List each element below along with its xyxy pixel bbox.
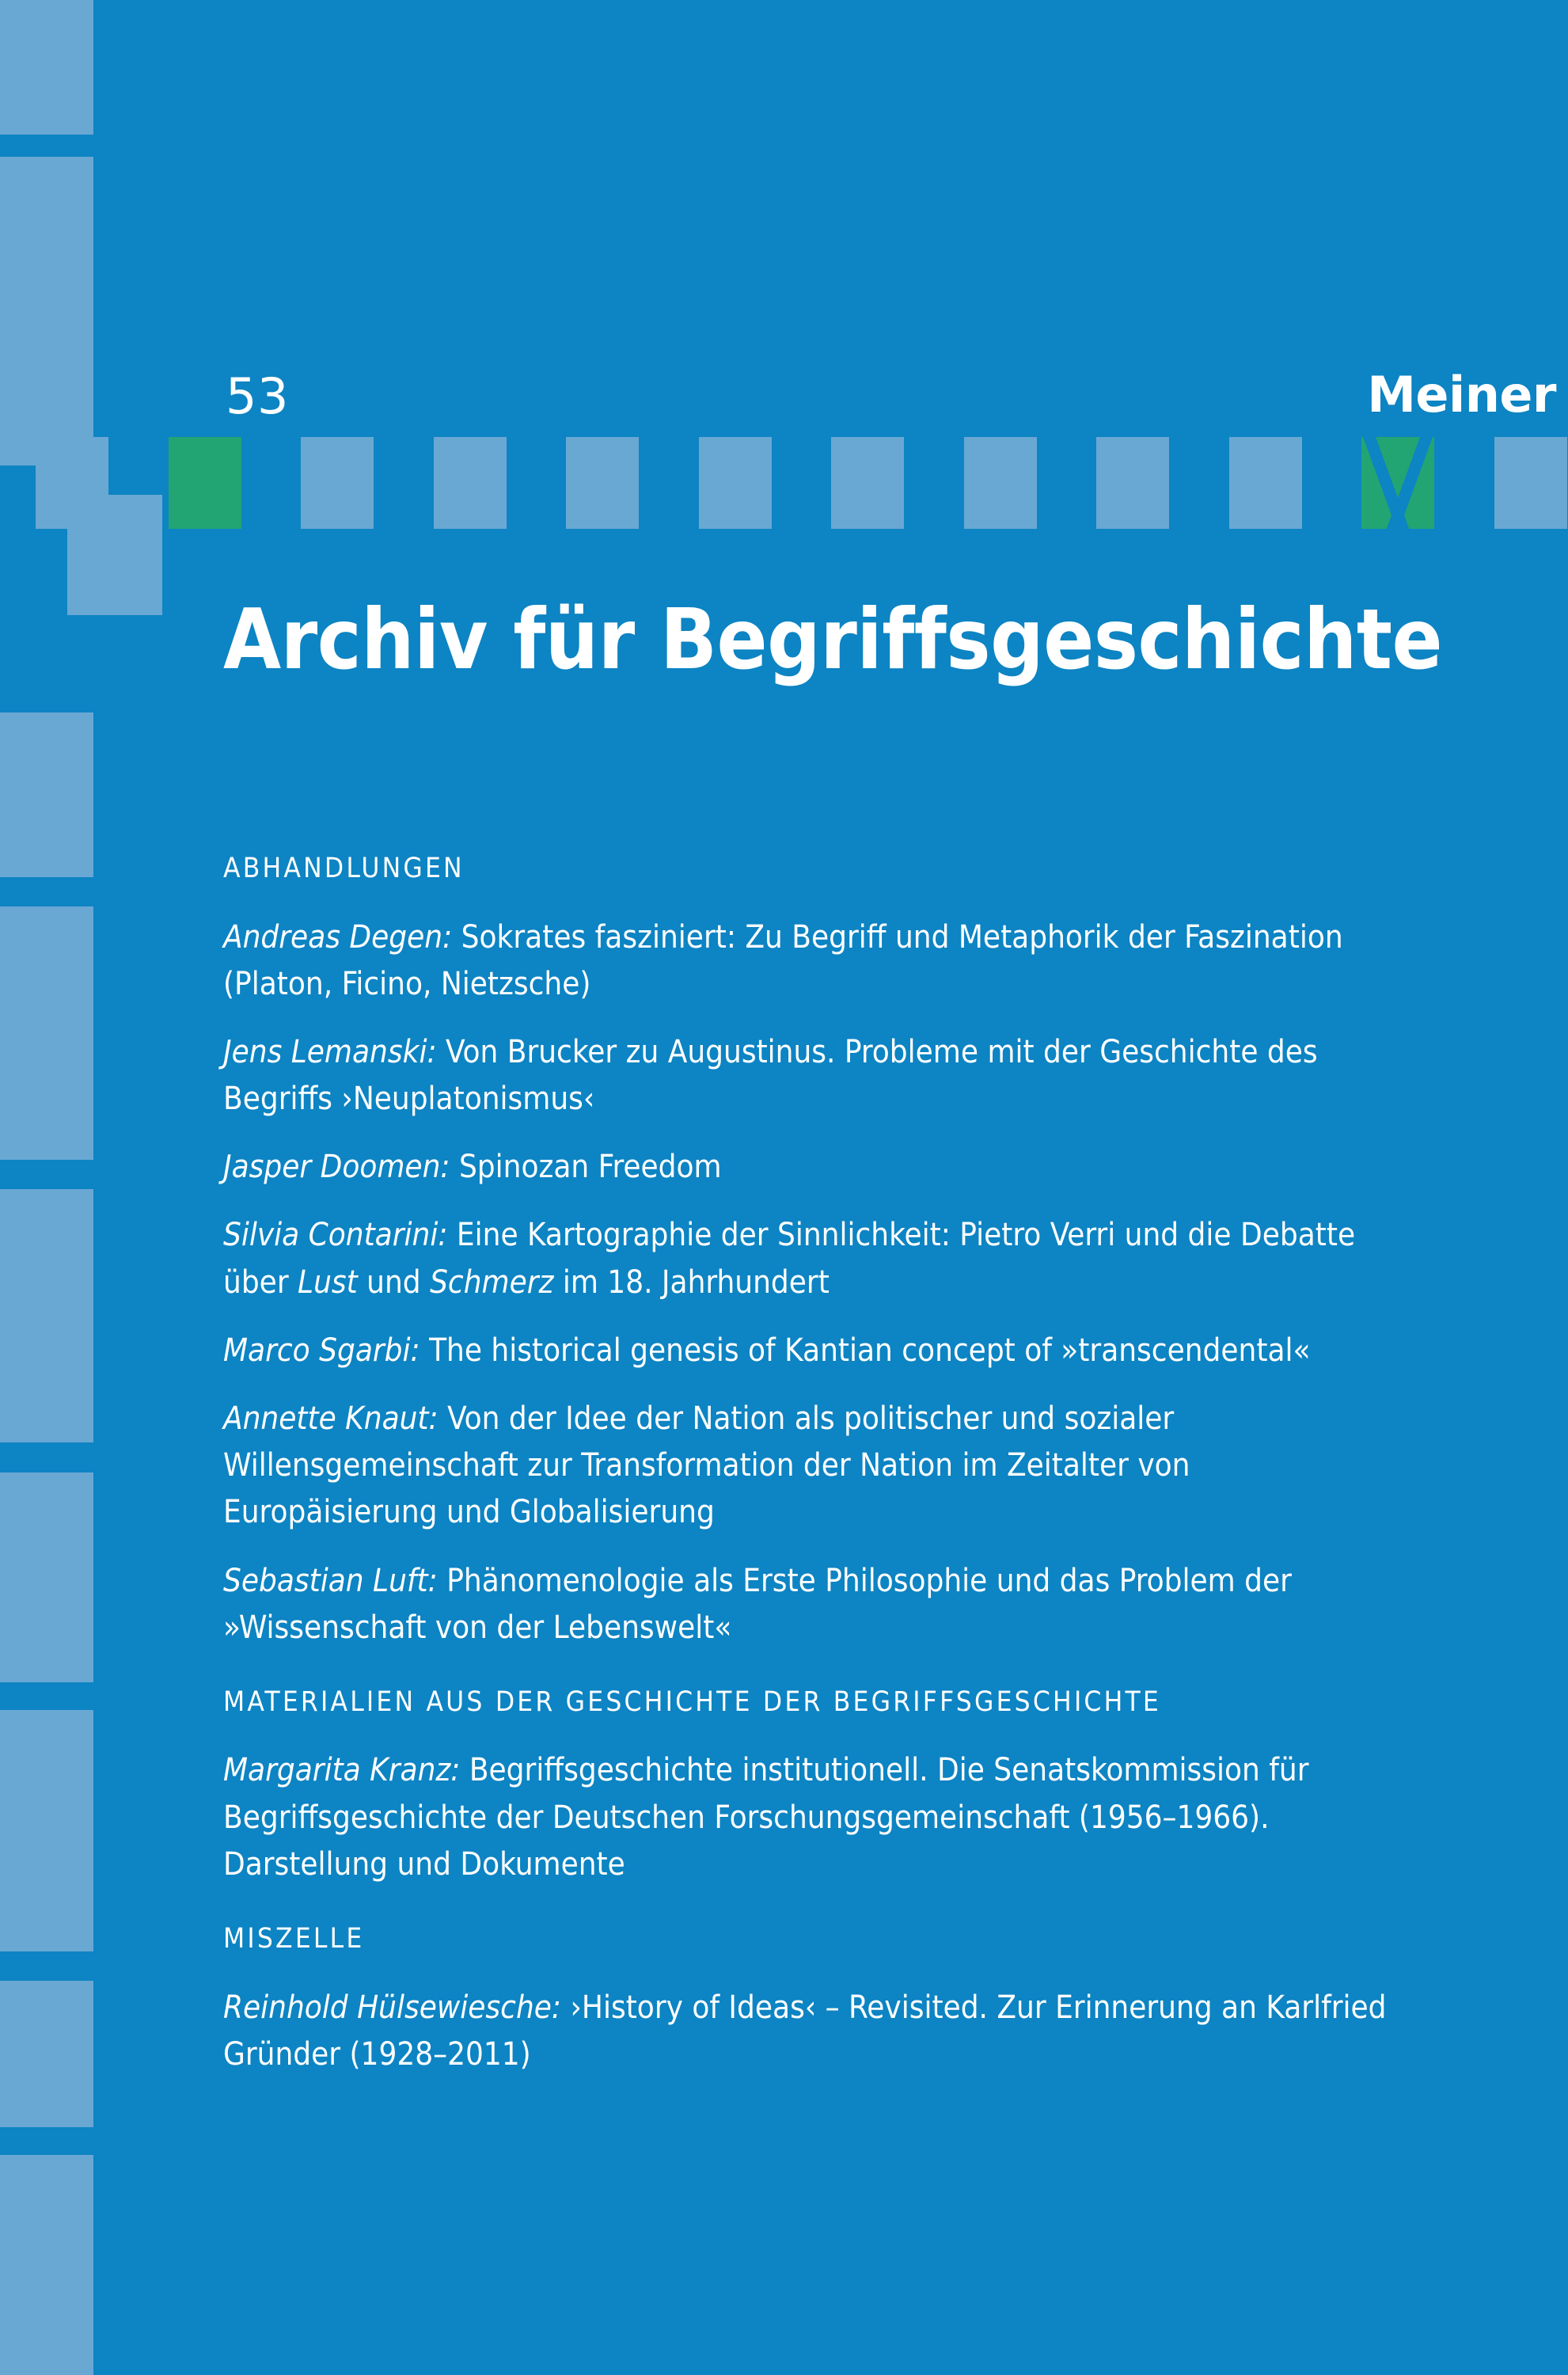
toc-entry[interactable] <box>223 1144 1403 1191</box>
toc-section-heading: MATERIALIEN AUS DER GESCHICHTE DER BEGRIFFSGESCHICHTE <box>223 1685 1162 1718</box>
toc-entry[interactable] <box>223 1747 1403 1888</box>
toc-entry-author: Andreas Degen: <box>223 918 453 956</box>
toc-section <box>223 1685 1403 1888</box>
toc-entry-author: Sebastian Luft: <box>223 1562 438 1599</box>
toc-entry-title: Sokrates fasziniert: Zu Begriff und Metaphorik der Faszination (Platon, Ficino, Nietzsche) <box>223 918 1343 1002</box>
toc-entry-emphasis: Schmerz <box>430 1264 554 1301</box>
square-lightblue <box>1494 437 1567 529</box>
toc-entry[interactable] <box>223 1212 1403 1305</box>
square-lightblue <box>699 437 772 529</box>
toc-entry[interactable] <box>223 1396 1403 1537</box>
toc-entry[interactable] <box>223 1985 1403 2078</box>
toc-entry-title: ›History of Ideas‹ – Revisited. Zur Erinnerung an Karlfried Gründer (1928–2011) <box>223 1989 1387 2073</box>
toc-entry[interactable] <box>223 914 1403 1008</box>
toc-entry-author: Margarita Kranz: <box>223 1752 461 1789</box>
toc-section-heading: ABHANDLUNGEN <box>223 853 465 884</box>
toc-entry-title-end: im 18. Jahrhundert <box>553 1264 830 1301</box>
toc-entry-title: Spinozan Freedom <box>450 1149 722 1186</box>
square-lightblue <box>964 437 1037 529</box>
toc-section <box>223 1921 1403 2078</box>
edge-block-3 <box>0 712 93 877</box>
meiner-logo-icon <box>1361 437 1434 529</box>
edge-block-5 <box>0 1189 93 1442</box>
square-lightblue <box>1229 437 1302 529</box>
toc-entry-title: The historical genesis of Kantian concept of »transcendental« <box>420 1332 1311 1369</box>
toc-entry-title: Von Brucker zu Augustinus. Probleme mit der Geschichte des Begriffs ›Neuplatonismus‹ <box>223 1033 1318 1118</box>
toc-entry-author: Jasper Doomen: <box>223 1149 450 1186</box>
square-lightblue <box>566 437 639 529</box>
toc-entry-author: Jens Lemanski: <box>223 1033 437 1070</box>
toc-section <box>223 851 1403 1651</box>
toc-entry[interactable] <box>223 1029 1403 1123</box>
square-green <box>169 437 241 529</box>
page-title: Archiv für Begriffsgeschichte <box>223 591 1443 688</box>
edge-block-9 <box>0 2155 93 2375</box>
toc-entry[interactable] <box>223 1328 1403 1374</box>
square-lightblue <box>301 437 374 529</box>
square-lightblue <box>36 437 108 529</box>
toc-entry-title: Begriffsgeschichte institutionell. Die Senatskommission für Begriffsgeschichte der Deutschen Forschungsgemeinschaft (1956–1966). Darstellung und Dokumente <box>223 1752 1309 1883</box>
toc-entry-emphasis: Lust <box>298 1264 358 1301</box>
square-lightblue <box>1096 437 1169 529</box>
toc-entry-title: Phänomenologie als Erste Philosophie und das Problem der »Wissenschaft von der Lebenswelt« <box>223 1562 1292 1646</box>
edge-block-6 <box>0 1472 93 1682</box>
square-lightblue <box>831 437 904 529</box>
edge-pattern-decoration <box>0 0 95 2375</box>
publisher-name: Meiner <box>1367 366 1556 424</box>
square-row-decoration <box>0 437 1568 529</box>
square-lightblue <box>434 437 507 529</box>
edge-block-4 <box>0 906 93 1160</box>
table-of-contents <box>223 851 1403 2111</box>
edge-block-7 <box>0 1710 93 1951</box>
volume-number: 53 <box>226 367 289 425</box>
toc-entry-title: Von der Idee der Nation als politischer und sozialer Willensgemeinschaft zur Transformation der Nation im Zeitalter von Europäisierung und Globalisierung <box>223 1400 1190 1531</box>
toc-entry-author: Silvia Contarini: <box>223 1217 448 1254</box>
edge-block-8 <box>0 1981 93 2127</box>
edge-block-0 <box>0 0 93 135</box>
toc-entry-title: Eine Kartographie der Sinnlichkeit: Pietro Verri und die Debatte über <box>223 1217 1356 1301</box>
edge-block-1 <box>0 157 93 466</box>
toc-entry-title-mid: und <box>357 1264 431 1301</box>
toc-entry-author: Marco Sgarbi: <box>223 1332 420 1369</box>
toc-entry-author: Annette Knaut: <box>223 1400 439 1437</box>
toc-section-heading: MISZELLE <box>223 1923 365 1955</box>
toc-entry-author: Reinhold Hülsewiesche: <box>223 1989 562 2026</box>
toc-entry[interactable] <box>223 1558 1403 1651</box>
